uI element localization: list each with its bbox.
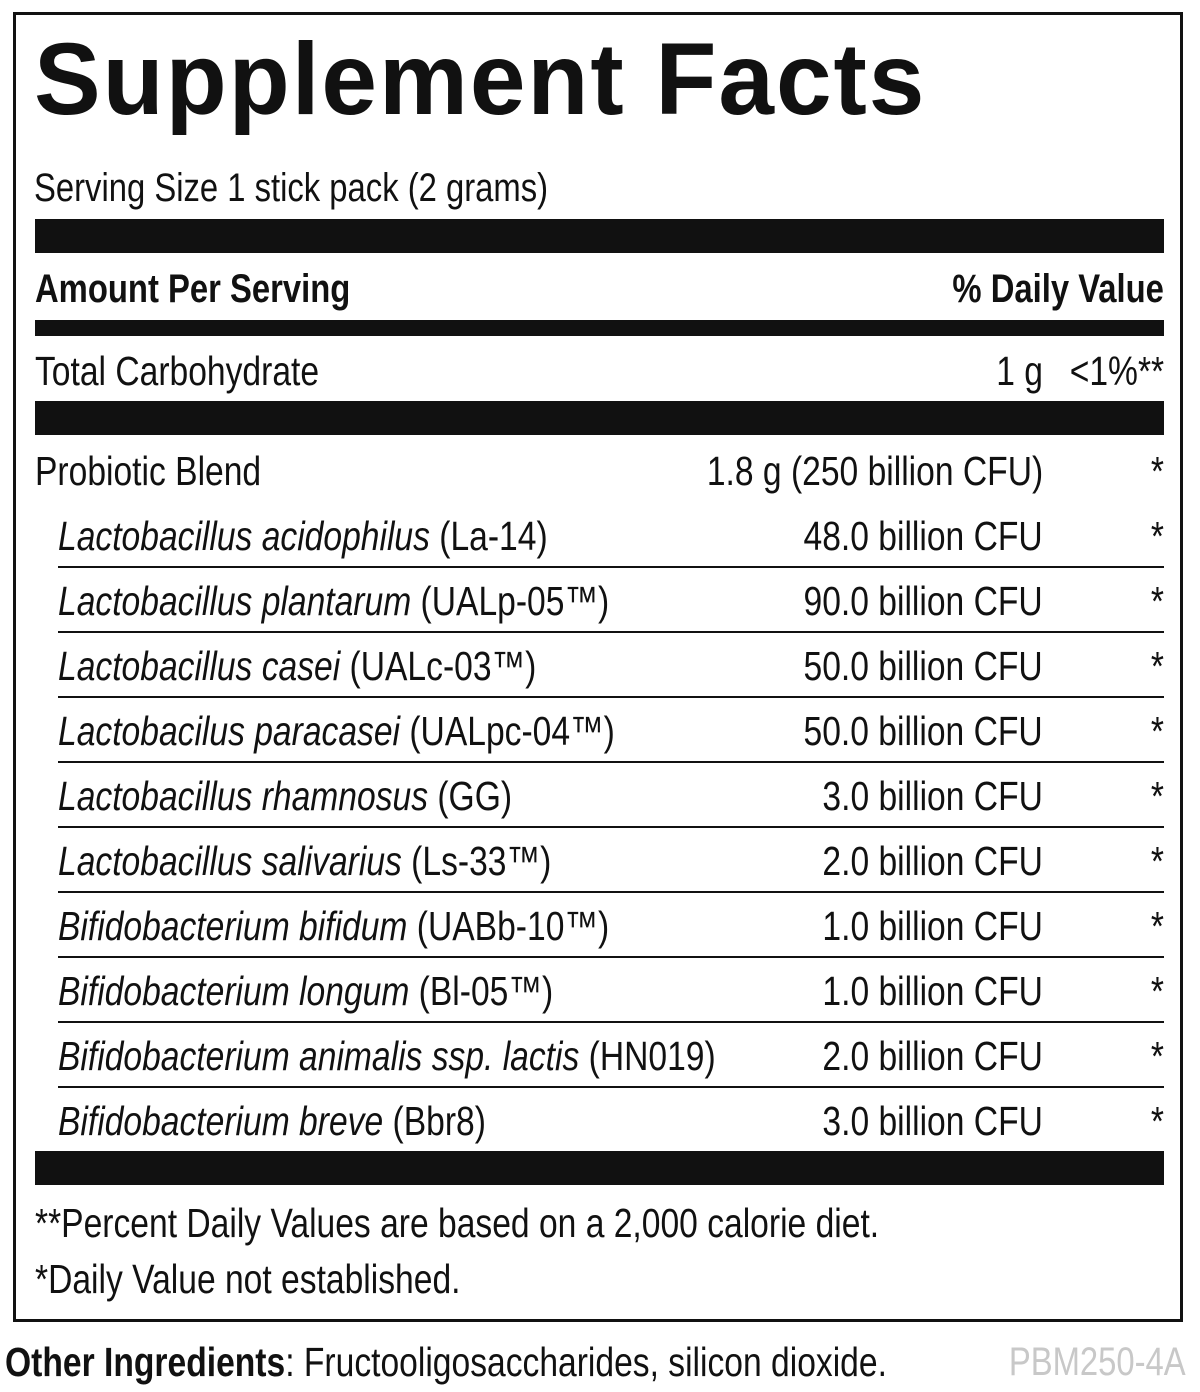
row-divider	[58, 631, 1164, 633]
strain-daily-value: *	[1150, 838, 1164, 884]
row-divider	[58, 696, 1164, 698]
strain-row	[16, 504, 1180, 568]
strain-daily-value: *	[1150, 513, 1164, 559]
strain-row	[16, 699, 1180, 763]
strain-species: Lactobacillus casei	[58, 643, 341, 689]
nutrient-amount: 1 g	[996, 348, 1043, 394]
supplement-facts-panel	[13, 12, 1183, 1322]
row-divider	[58, 956, 1164, 958]
strain-daily-value: *	[1150, 578, 1164, 624]
strain-species: Lactobacilus paracasei	[58, 708, 401, 754]
strain-amount: 50.0 billion CFU	[803, 643, 1043, 689]
strain-row	[16, 894, 1180, 958]
other-ingredients	[5, 1336, 887, 1388]
strain-name	[58, 829, 551, 893]
strain-species: Bifidobacterium breve	[58, 1098, 384, 1144]
strain-code: (UALp-05™)	[411, 578, 610, 624]
percent-daily-value-note: **Percent Daily Values are based on a 2,000 calorie diet.	[35, 1200, 880, 1246]
strain-species: Bifidobacterium bifidum	[58, 903, 408, 949]
strain-code: (La-14)	[429, 513, 548, 559]
strain-amount: 3.0 billion CFU	[822, 1098, 1043, 1144]
strain-amount: 3.0 billion CFU	[822, 773, 1043, 819]
strain-species: Bifidobacterium animalis ssp. lactis	[58, 1033, 580, 1079]
probiotic-blend-row	[16, 439, 1180, 503]
thick-divider	[35, 401, 1164, 435]
strain-daily-value: *	[1150, 1098, 1164, 1144]
strain-code: (UALpc-04™)	[400, 708, 615, 754]
daily-value-not-established-note: *Daily Value not established.	[35, 1256, 461, 1302]
strain-row	[16, 959, 1180, 1023]
strain-daily-value: *	[1150, 968, 1164, 1014]
strain-name	[58, 764, 512, 828]
strain-daily-value: *	[1150, 903, 1164, 949]
strain-code: (Bbr8)	[383, 1098, 486, 1144]
row-divider	[58, 761, 1164, 763]
strain-name	[58, 894, 609, 958]
strain-species: Lactobacillus plantarum	[58, 578, 412, 624]
row-divider	[58, 891, 1164, 893]
other-ingredients-text: : Fructooligosaccharides, silicon dioxide.	[285, 1339, 887, 1385]
strain-name	[58, 569, 609, 633]
strain-amount: 50.0 billion CFU	[803, 708, 1043, 754]
strain-name	[58, 504, 548, 568]
strain-code: (UALc-03™)	[340, 643, 537, 689]
amount-header-row	[16, 257, 1180, 321]
blend-amount: 1.8 g (250 billion CFU)	[706, 448, 1043, 494]
other-ingredients-label: Other Ingredients	[5, 1339, 286, 1385]
strain-species: Bifidobacterium longum	[58, 968, 410, 1014]
strain-row	[16, 569, 1180, 633]
footnotes	[35, 1195, 879, 1307]
strain-amount: 90.0 billion CFU	[803, 578, 1043, 624]
strain-row	[16, 764, 1180, 828]
row-divider	[58, 1021, 1164, 1023]
row-divider	[58, 826, 1164, 828]
strain-name	[58, 699, 615, 763]
strain-name	[58, 634, 536, 698]
strain-row	[16, 1024, 1180, 1088]
strain-name	[58, 1024, 716, 1088]
strain-amount: 2.0 billion CFU	[822, 838, 1043, 884]
strain-code: (HN019)	[579, 1033, 716, 1079]
strain-code: (GG)	[428, 773, 513, 819]
strain-daily-value: *	[1150, 643, 1164, 689]
strain-daily-value: *	[1150, 1033, 1164, 1079]
strain-row	[16, 634, 1180, 698]
strain-species: Lactobacillus rhamnosus	[58, 773, 429, 819]
product-code: PBM250-4A	[1009, 1340, 1186, 1384]
strain-species: Lactobacillus acidophilus	[58, 513, 430, 559]
strain-amount: 2.0 billion CFU	[822, 1033, 1043, 1079]
blend-daily-value: *	[1150, 448, 1164, 494]
thick-divider	[35, 1151, 1164, 1185]
strain-code: (UABb-10™)	[407, 903, 610, 949]
nutrient-daily-value: <1%**	[1069, 348, 1164, 394]
strain-row	[16, 1089, 1180, 1153]
strain-amount: 1.0 billion CFU	[822, 903, 1043, 949]
panel-title: Supplement Facts	[34, 22, 927, 136]
strain-code: (Bl-05™)	[409, 968, 554, 1014]
nutrient-name: Total Carbohydrate	[35, 348, 320, 394]
daily-value-header: % Daily Value	[952, 267, 1164, 311]
strain-name	[58, 959, 553, 1023]
strain-code: (Ls-33™)	[401, 838, 552, 884]
serving-size: Serving Size 1 stick pack (2 grams)	[34, 166, 549, 210]
strain-species: Lactobacillus salivarius	[58, 838, 402, 884]
row-divider	[58, 566, 1164, 568]
row-divider	[58, 1086, 1164, 1088]
strain-row	[16, 829, 1180, 893]
strain-amount: 1.0 billion CFU	[822, 968, 1043, 1014]
strain-amount: 48.0 billion CFU	[803, 513, 1043, 559]
amount-per-serving-header: Amount Per Serving	[35, 267, 351, 311]
blend-name: Probiotic Blend	[35, 448, 262, 494]
medium-divider	[35, 320, 1164, 336]
strain-daily-value: *	[1150, 773, 1164, 819]
strain-name	[58, 1089, 486, 1153]
strain-daily-value: *	[1150, 708, 1164, 754]
thick-divider	[35, 219, 1164, 253]
total-carbohydrate-row	[16, 339, 1180, 403]
